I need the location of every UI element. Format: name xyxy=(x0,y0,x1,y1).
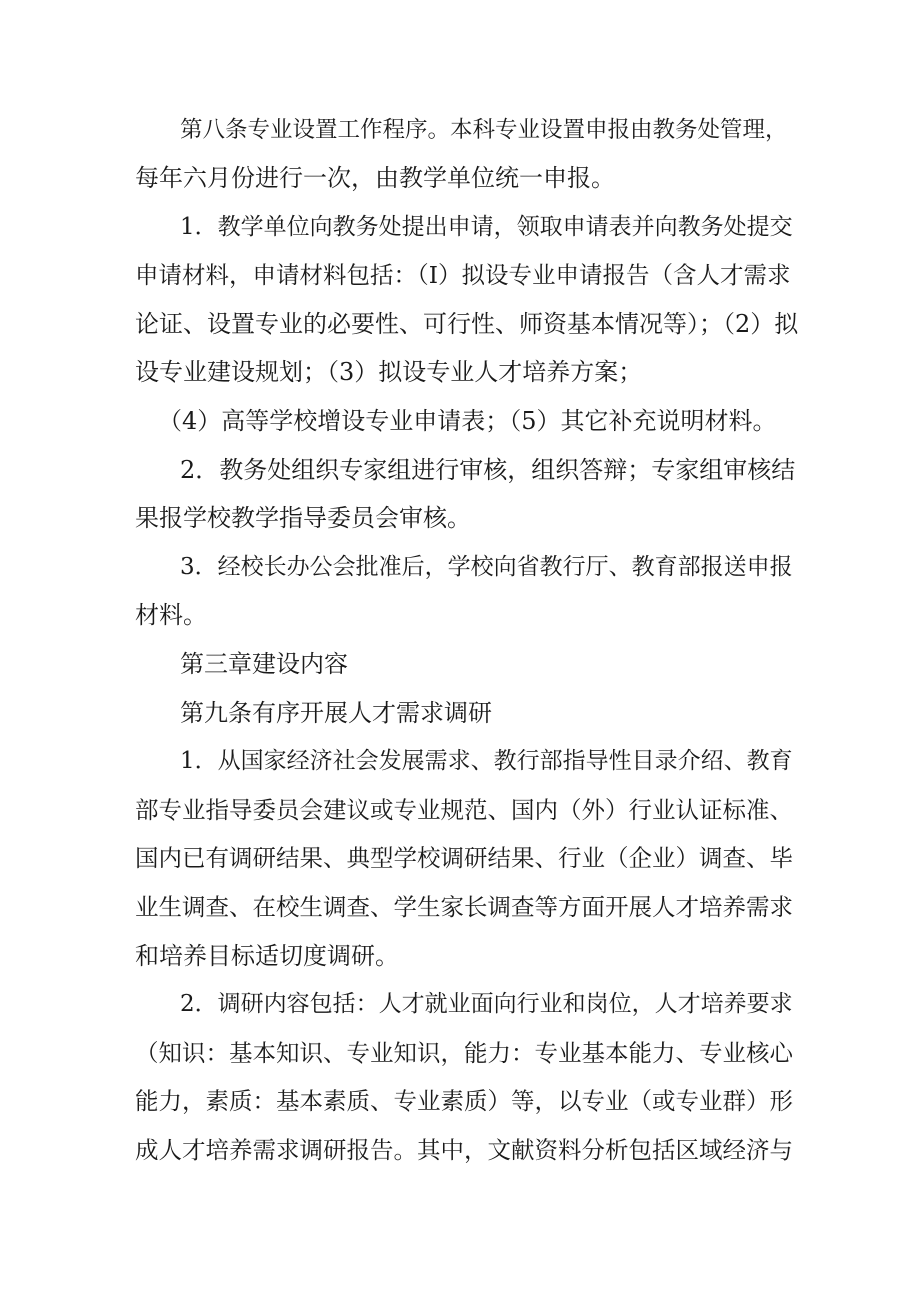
paragraph-line: 果报学校教学指导委员会审核。 xyxy=(135,504,471,532)
paragraph-line: 2．调研内容包括：人才就业面向行业和岗位，人才培养要求 xyxy=(180,991,793,1017)
article-heading: 第九条有序开展人才需求调研 xyxy=(180,699,492,727)
paragraph-line: 1．教学单位向教务处提出申请，领取申请表并向教务处提交 xyxy=(180,214,793,240)
paragraph-line: 每年六月份进行一次，由教学单位统一申报。 xyxy=(135,164,615,192)
paragraph-line: 第八条专业设置工作程序。本科专业设置申报由教务处管理， xyxy=(180,117,788,143)
chapter-heading: 第三章建设内容 xyxy=(180,650,348,678)
paragraph-line: 国内已有调研结果、典型学校调研结果、行业（企业）调查、毕 xyxy=(135,844,793,872)
paragraph-line: 材料。 xyxy=(135,601,207,629)
paragraph-line: 成人才培养需求调研报告。其中，文献资料分析包括区域经济与 xyxy=(135,1136,793,1164)
paragraph-line: 部专业指导委员会建议或专业规范、国内（外）行业认证标准、 xyxy=(135,796,793,824)
paragraph-line: （知识：基本知识、专业知识，能力：专业基本能力、专业核心 xyxy=(135,1039,793,1067)
paragraph-line: 和培养目标适切度调研。 xyxy=(135,942,399,970)
paragraph-line: 1．从国家经济社会发展需求、教行部指导性目录介绍、教育 xyxy=(180,748,793,774)
paragraph-line: （4）高等学校增设专业申请表；（5）其它补充说明材料。 xyxy=(158,407,777,435)
paragraph-line: 论证、设置专业的必要性、可行性、师资基本情况等）；（2）拟 xyxy=(135,310,799,338)
paragraph-line: 业生调查、在校生调查、学生家长调查等方面开展人才培养需求 xyxy=(135,893,793,921)
paragraph-line: 2．教务处组织专家组进行审核，组织答辩；专家组审核结 xyxy=(180,456,796,484)
paragraph-line: 设专业建设规划；（3）拟设专业人才培养方案； xyxy=(135,358,643,386)
paragraph-line: 申请材料，申请材料包括：（I）拟设专业申请报告（含人才需求 xyxy=(135,261,791,289)
paragraph-line: 3．经校长办公会批准后，学校向省教行厅、教育部报送申报 xyxy=(180,554,793,580)
paragraph-line: 能力，素质：基本素质、专业素质）等，以专业（或专业群）形 xyxy=(135,1087,793,1115)
